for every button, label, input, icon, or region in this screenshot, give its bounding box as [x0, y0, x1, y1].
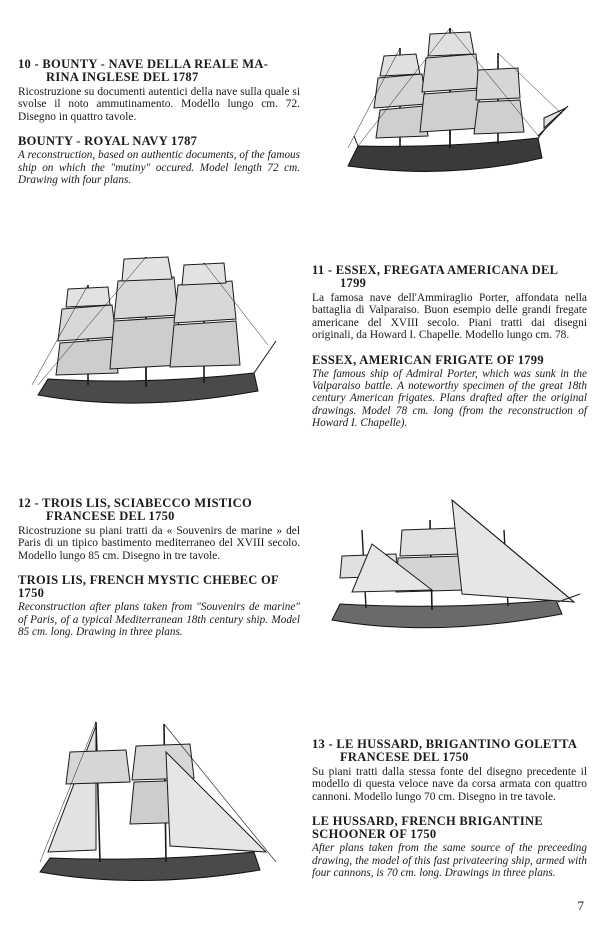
- english-title: LE HUSSARD, FRENCH BRIGANTINE SCHOONER OF 1750: [312, 814, 543, 842]
- entry-essex: [312, 264, 587, 430]
- ship-illustration-essex: [28, 245, 278, 435]
- page-number: 7: [577, 898, 584, 913]
- ship-illustration-le-hussard: [30, 712, 280, 912]
- english-description: The famous ship of Admiral Porter, which was sunk in the Valparaiso battle. A noteworthy specimen of the great 18th century American frigates. Plans drafted after the original drawings. Model 78 cm. long (from the reconstruction of Howard I. Chapelle).: [312, 367, 587, 430]
- entry-bounty: [18, 58, 300, 186]
- english-title: TROIS LIS, FRENCH MYSTIC CHEBEC OF 1750: [18, 573, 279, 601]
- ship-illustration-trois-lis: [312, 490, 582, 650]
- entry-le-hussard: [312, 738, 587, 879]
- italian-description: Ricostruzione su piani tratti da « Souvenirs de marine » del Paris di un tipico bastimento mediterraneo del XVIII secolo. Modello lungo 85 cm. Disegno in tre tavole.: [18, 525, 300, 562]
- english-title: BOUNTY - ROYAL NAVY 1787: [18, 134, 198, 149]
- entry-trois-lis: [18, 497, 300, 638]
- english-description: Reconstruction after plans taken from "Souvenirs de marine" of Paris, of a typical Mediterranean 18th century ship. Model 85 cm. long. Drawing in three plans.: [18, 601, 300, 639]
- english-description: After plans taken from the same source of the preceeding drawing, the model of this fast privateering ship, armed with four cannons, is 70 cm. long. Drawings in three plans.: [312, 842, 587, 880]
- entry-title: 13 - LE HUSSARD, BRIGANTINO GOLETTA FRANCESE DEL 1750: [312, 737, 578, 764]
- ship-illustration-bounty: [330, 18, 570, 193]
- entry-title: 10 - BOUNTY - NAVE DELLA REALE MA- RINA INGLESE DEL 1787: [18, 57, 269, 84]
- entry-title: 11 - ESSEX, FREGATA AMERICANA DEL 1799: [312, 263, 559, 290]
- english-title: ESSEX, AMERICAN FRIGATE OF 1799: [312, 352, 544, 367]
- italian-description: La famosa nave dell'Ammiraglio Porter, affondata nella battaglia di Valparaiso. Buon esempio delle grandi fregate americane del XVIII secolo. Piani tratti dai disegni originali, da Howard I. Chapelle. Modello lungo cm. 78.: [312, 292, 587, 342]
- italian-description: Su piani tratti dalla stessa fonte del disegno precedente il modello di questa veloce nave da corsa armata con quattro cannoni. Modello lungo 70 cm. Disegno in tre tavole.: [312, 766, 587, 803]
- italian-description: Ricostruzione su documenti autentici della nave sulla quale si svolse il noto ammutinamento. Modello lungo cm. 72. Disegno in quattro tavole.: [18, 86, 300, 123]
- entry-title: 12 - TROIS LIS, SCIABECCO MISTICO FRANCESE DEL 1750: [18, 496, 253, 523]
- english-description: A reconstruction, based on authentic documents, of the famous ship on which the "mutiny" occured. Model length 72 cm. Drawing with four plans.: [18, 149, 300, 187]
